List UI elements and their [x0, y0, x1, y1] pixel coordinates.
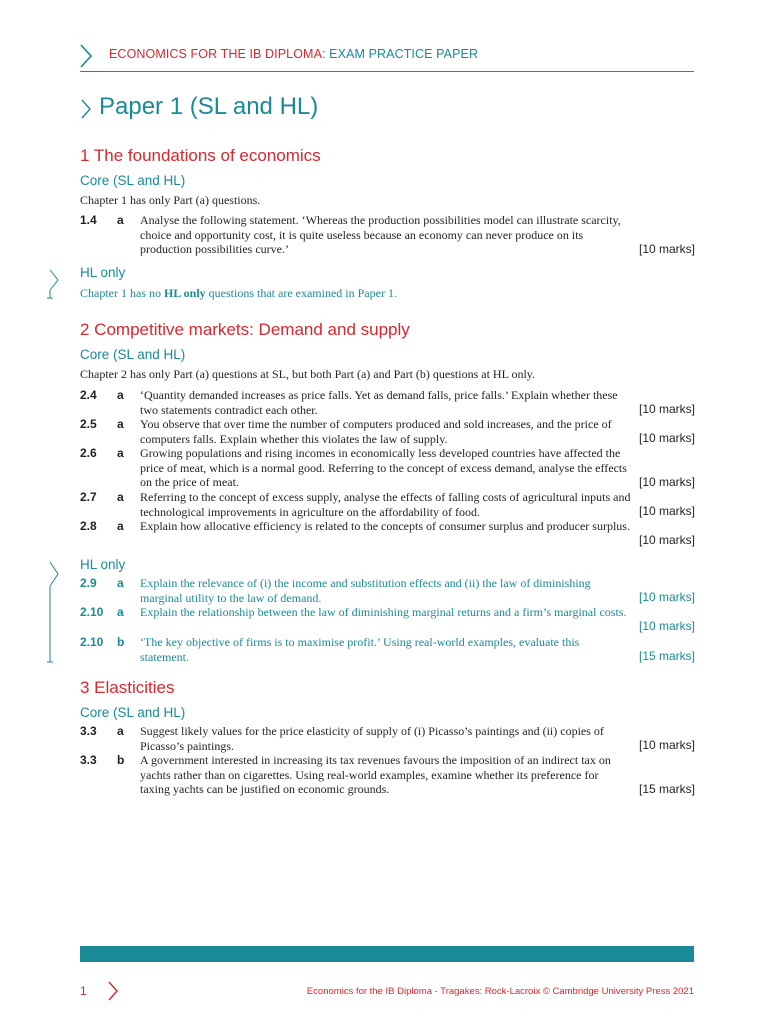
question-2-6a: [80, 446, 695, 490]
section-2-core-intro: Chapter 2 has only Part (a) questions at SL, but both Part (a) and Part (b) questions at HL only.: [80, 367, 536, 381]
question-number: 1.4: [80, 213, 97, 227]
question-text: Analyse the following statement. ‘Whereas the production possibilities model can illustrate scarcity, choice and opportunity cost, it is quite useless because an economy can never produce on its production possibilities curve.’: [140, 213, 621, 257]
question-part: a: [117, 417, 124, 431]
question-text: Growing populations and rising incomes in economically less developed countries have affected the price of meat, which is a normal good. Referring to the concept of excess demand, analyse the effects on the price of meat.: [140, 446, 627, 490]
question-part: a: [117, 388, 124, 402]
header-title-red: ECONOMICS FOR THE IB DIPLOMA:: [109, 47, 326, 61]
hl-margin-marker-icon: [46, 268, 60, 300]
question-part: a: [117, 446, 124, 460]
question-text: Suggest likely values for the price elasticity of supply of (i) Picasso’s paintings and (ii) copies of Picasso’s paintings.: [140, 724, 604, 753]
question-part: a: [117, 724, 124, 738]
question-text: Explain how allocative efficiency is related to the concepts of consumer surplus and producer surplus.: [140, 519, 630, 533]
question-2-10a: [80, 605, 695, 634]
question-number: 2.10: [80, 605, 104, 619]
question-number: 3.3: [80, 753, 97, 767]
question-2-10b: [80, 635, 695, 664]
question-2-8a: [80, 519, 695, 548]
question-part: a: [117, 605, 124, 619]
question-text: Explain the relationship between the law of diminishing marginal returns and a firm’s marginal costs.: [140, 605, 627, 619]
question-text: You observe that over time the number of computers produced and sold increases, and the price of computers falls. Explain whether this violates the law of supply.: [140, 417, 612, 446]
question-part: a: [117, 519, 124, 533]
question-number: 2.9: [80, 576, 97, 590]
section-2-core-label: Core (SL and HL): [80, 347, 186, 362]
question-marks: [10 marks]: [638, 504, 695, 519]
question-marks: [10 marks]: [638, 590, 695, 605]
question-marks: [10 marks]: [638, 242, 695, 257]
question-number: 3.3: [80, 724, 97, 738]
page-number: 1: [80, 984, 87, 998]
question-number: 2.10: [80, 635, 104, 649]
question-text: Explain the relevance of (i) the income and substitution effects and (ii) the law of diminishing marginal utility to the law of demand.: [140, 576, 591, 605]
question-part: a: [117, 576, 124, 590]
page-title: Paper 1 (SL and HL): [99, 93, 319, 120]
section-2-title: 2 Competitive markets: Demand and supply: [80, 320, 410, 339]
hl-margin-marker-icon: [46, 560, 60, 664]
question-number: 2.7: [80, 490, 97, 504]
question-marks: [15 marks]: [638, 649, 695, 664]
question-marks: [15 marks]: [638, 782, 695, 797]
section-3-core-label: Core (SL and HL): [80, 705, 186, 720]
question-3-3b: [80, 753, 695, 797]
header-chevron-icon: [78, 43, 94, 69]
paper-title-chevron-icon: [80, 98, 92, 120]
question-marks: [10 marks]: [638, 619, 695, 634]
section-1-core-label: Core (SL and HL): [80, 173, 186, 188]
question-3-3a: [80, 724, 695, 753]
footer-citation: Economics for the IB Diploma - Tragakes: Rock-Lacroix © Cambridge University Press 2021: [306, 986, 694, 997]
question-marks: [10 marks]: [638, 738, 695, 753]
question-text: ‘The key objective of firms is to maximise profit.’ Using real-world examples, evaluate this statement.: [140, 635, 580, 664]
question-number: 2.5: [80, 417, 97, 431]
footer-bar: [80, 946, 694, 962]
section-1-hl-label: HL only: [80, 265, 126, 280]
section-2-hl-label: HL only: [80, 557, 126, 572]
question-part: a: [117, 490, 124, 504]
question-number: 2.4: [80, 388, 97, 402]
header-rule: [80, 71, 694, 72]
question-text: ‘Quantity demanded increases as price falls. Yet as demand falls, price falls.’ Explain whether these two statements contradict each other.: [140, 388, 618, 417]
question-text: Referring to the concept of excess supply, analyse the effects of falling costs of agricultural inputs and technological improvements in agriculture on the affordability of food.: [140, 490, 631, 519]
question-part: b: [117, 635, 125, 649]
question-part: a: [117, 213, 124, 227]
header-title-teal: EXAM PRACTICE PAPER: [329, 47, 479, 61]
question-part: b: [117, 753, 125, 767]
question-marks: [10 marks]: [638, 475, 695, 490]
footer-chevron-icon: [107, 980, 119, 1002]
question-2-4a: [80, 388, 695, 417]
question-marks: [10 marks]: [638, 402, 695, 417]
question-1-4a: [80, 213, 695, 257]
question-number: 2.8: [80, 519, 97, 533]
question-marks: [10 marks]: [638, 533, 695, 548]
question-marks: [10 marks]: [638, 431, 695, 446]
question-2-5a: [80, 417, 695, 446]
running-header: [109, 47, 478, 61]
question-2-9a: [80, 576, 695, 605]
section-1-title: 1 The foundations of economics: [80, 146, 321, 165]
question-2-7a: [80, 490, 695, 519]
section-1-core-intro: Chapter 1 has only Part (a) questions.: [80, 193, 261, 207]
question-text: A government interested in increasing its tax revenues favours the imposition of an indirect tax on yachts rather than on cigarettes. Using real-world examples, examine whether its preference for taxing yachts can be justified on economic grounds.: [140, 753, 611, 797]
section-3-title: 3 Elasticities: [80, 678, 175, 697]
question-number: 2.6: [80, 446, 97, 460]
section-1-hl-intro: Chapter 1 has no HL only questions that are examined in Paper 1.: [80, 286, 397, 300]
